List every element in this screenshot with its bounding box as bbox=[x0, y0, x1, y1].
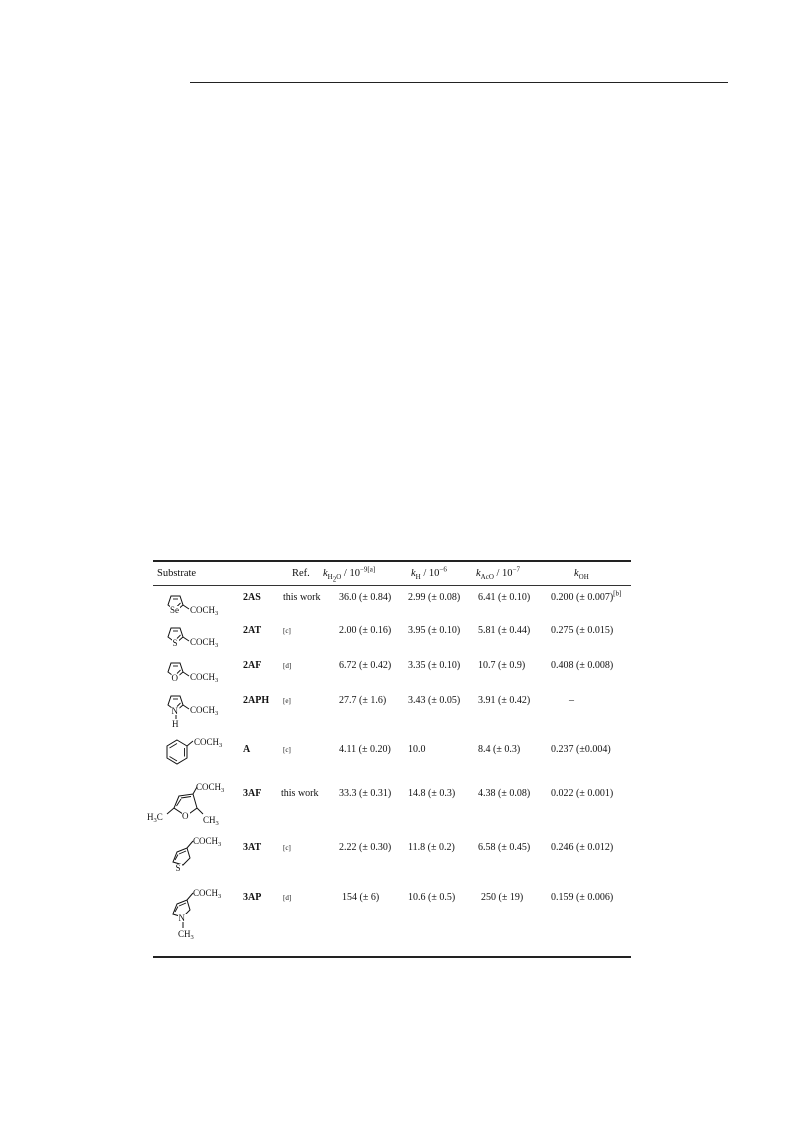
header-rule bbox=[153, 585, 631, 586]
row-k-h: 11.8 (± 0.2) bbox=[408, 842, 455, 853]
svg-text:COCH3: $COCH_3$ bbox=[196, 782, 225, 794]
row-k-h: 3.95 (± 0.10) bbox=[408, 625, 461, 636]
row-k-oh: 0.237 (±0.004) bbox=[551, 744, 611, 755]
row-k-aco: 8.4 (± 0.3) bbox=[478, 744, 521, 755]
structure-2-acetylfuran bbox=[157, 657, 237, 689]
row-k-oh: 0.200 (± 0.007)[b] bbox=[551, 589, 622, 603]
row-code: 3AT bbox=[243, 842, 262, 853]
row-k-h2o: 2.22 (± 0.30) bbox=[339, 842, 392, 853]
svg-text:S: S bbox=[175, 863, 181, 873]
top-rule bbox=[190, 82, 728, 83]
row-k-oh: 0.246 (± 0.012) bbox=[551, 842, 614, 853]
structure-3-acetylthiophene bbox=[157, 836, 237, 880]
row-ref: [d] bbox=[283, 894, 292, 902]
row-k-oh-value: 0.200 (± 0.007) bbox=[551, 592, 614, 603]
row-k-h: 10.0 bbox=[408, 744, 426, 755]
row-k-h: 3.35 (± 0.10) bbox=[408, 660, 461, 671]
row-k-aco: 10.7 (± 0.9) bbox=[478, 660, 526, 671]
row-k-oh: 0.022 (± 0.001) bbox=[551, 788, 614, 799]
structure-2-acetylselenophene bbox=[157, 590, 237, 622]
row-k-h2o: 27.7 (± 1.6) bbox=[339, 695, 387, 706]
header-k-h2o: $k_{H_2O} / 10^{-9[a]}$ bbox=[323, 565, 376, 584]
row-k-aco: 250 (± 19) bbox=[481, 892, 524, 903]
svg-text:H3C: $H_3C$ bbox=[147, 812, 163, 824]
row-k-aco: 6.58 (± 0.45) bbox=[478, 842, 531, 853]
svg-text:COCH3: $COCH_3$ bbox=[193, 836, 222, 848]
row-ref: this work bbox=[281, 788, 319, 799]
row-k-oh: 0.275 (± 0.015) bbox=[551, 625, 614, 636]
header-k-aco: $k_{AcO} / 10^{-7}$ bbox=[476, 565, 521, 582]
rate-constants-table bbox=[147, 560, 633, 960]
svg-text:COCH3: $COCH_3$ bbox=[190, 605, 219, 617]
row-k-aco: 6.41 (± 0.10) bbox=[478, 592, 531, 603]
row-k-h: 10.6 (± 0.5) bbox=[408, 892, 456, 903]
structure-2-acetylthiophene bbox=[157, 622, 237, 654]
row-code: 2AT bbox=[243, 625, 262, 636]
row-code: 2AS bbox=[243, 592, 261, 603]
row-code: A bbox=[243, 744, 251, 755]
row-k-h2o: 36.0 (± 0.84) bbox=[339, 592, 392, 603]
row-code: 3AF bbox=[243, 788, 262, 799]
header-k-oh: $k_{OH}$ bbox=[574, 568, 589, 582]
svg-text:COCH3: $COCH_3$ bbox=[193, 888, 222, 900]
header-substrate: Substrate bbox=[157, 568, 197, 579]
row-k-h: 3.43 (± 0.05) bbox=[408, 695, 461, 706]
row-k-h2o: 33.3 (± 0.31) bbox=[339, 788, 392, 799]
row-code: 3AP bbox=[243, 892, 262, 903]
header-k-h: $k_H / 10^{-6}$ bbox=[411, 565, 447, 582]
svg-text:H: H bbox=[172, 719, 179, 729]
row-ref: [c] bbox=[283, 844, 291, 852]
row-k-h: 2.99 (± 0.08) bbox=[408, 592, 461, 603]
svg-text:COCH3: $COCH_3$ bbox=[190, 637, 219, 649]
structure-acetophenone bbox=[157, 736, 237, 772]
svg-text:COCH3: $COCH_3$ bbox=[194, 737, 223, 749]
svg-text:CH3: $CH_3$ bbox=[203, 815, 219, 827]
row-k-aco: 5.81 (± 0.44) bbox=[478, 625, 531, 636]
row-k-aco: 3.91 (± 0.42) bbox=[478, 695, 531, 706]
svg-text:COCH3: $COCH_3$ bbox=[190, 705, 219, 717]
row-k-h2o: 2.00 (± 0.16) bbox=[339, 625, 392, 636]
structure-2-acetylpyrrole bbox=[157, 690, 237, 732]
svg-text:COCH3: $COCH_3$ bbox=[190, 672, 219, 684]
row-ref: [d] bbox=[283, 662, 292, 670]
svg-text:N: N bbox=[171, 706, 178, 716]
row-k-h2o: 4.11 (± 0.20) bbox=[339, 744, 391, 755]
svg-text:S: S bbox=[172, 638, 178, 648]
row-k-oh: – bbox=[569, 695, 574, 706]
row-k-oh: 0.408 (± 0.008) bbox=[551, 660, 614, 671]
svg-text:N: N bbox=[178, 913, 185, 923]
row-ref: [c] bbox=[283, 746, 291, 754]
row-k-h2o: 154 (± 6) bbox=[342, 892, 380, 903]
svg-text:Se: Se bbox=[170, 605, 179, 615]
svg-text:O: O bbox=[171, 673, 178, 683]
row-k-h: 14.8 (± 0.3) bbox=[408, 788, 456, 799]
row-k-h2o: 6.72 (± 0.42) bbox=[339, 660, 392, 671]
row-k-aco: 4.38 (± 0.08) bbox=[478, 788, 531, 799]
structure-3-acetyl-2-5-dimethylfuran bbox=[141, 782, 241, 830]
row-code: 2AF bbox=[243, 660, 262, 671]
row-ref: this work bbox=[283, 592, 321, 603]
row-ref: [c] bbox=[283, 627, 291, 635]
svg-text:CH3: $CH_3$ bbox=[178, 929, 194, 941]
table-bottom-rule bbox=[153, 956, 631, 958]
table-top-rule bbox=[153, 560, 631, 562]
row-code: 2APH bbox=[243, 695, 270, 706]
row-k-oh: 0.159 (± 0.006) bbox=[551, 892, 614, 903]
structure-3-acetyl-1-methylpyrrole bbox=[157, 888, 237, 950]
header-ref: Ref. bbox=[292, 568, 310, 579]
svg-text:O: O bbox=[182, 811, 189, 821]
row-ref: [e] bbox=[283, 697, 291, 705]
